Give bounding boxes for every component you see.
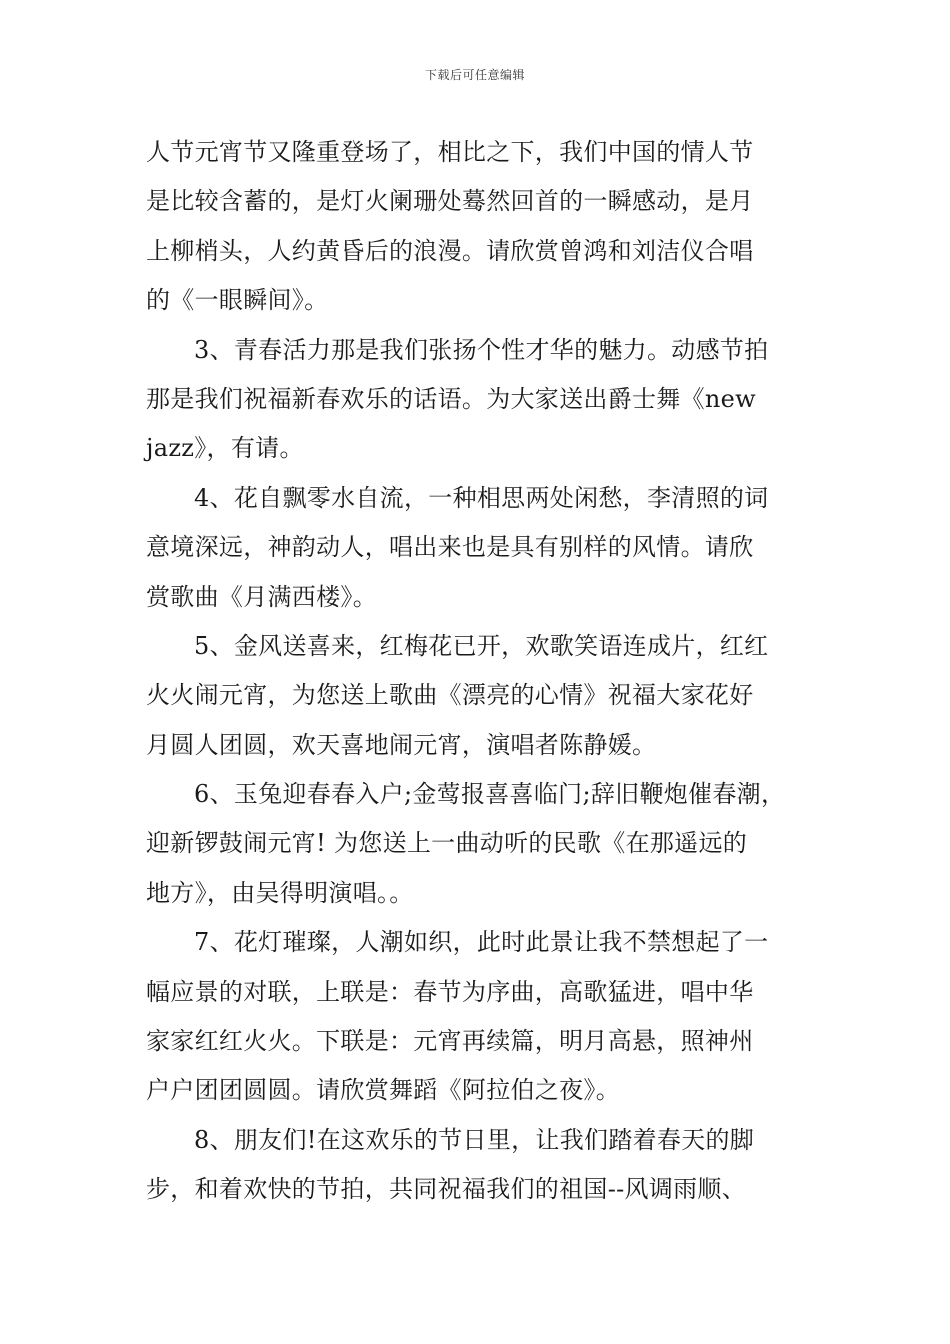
text-line: 那是我们祝福新春欢乐的话语。为大家送出爵士舞《new (146, 384, 757, 413)
text-line: 意境深远，神韵动人，唱出来也是具有别样的风情。请欣 (146, 533, 754, 562)
text-line: 是比较含蓄的，是灯火阑珊处蓦然回首的一瞬感动，是月 (146, 187, 754, 216)
text-line: 5、金风送喜来，红梅花已开，欢歌笑语连成片，红红 (194, 631, 769, 660)
text-line: 7、花灯璀璨，人潮如织，此时此景让我不禁想起了一 (194, 928, 769, 957)
text-line: 人节元宵节又隆重登场了，相比之下，我们中国的情人节 (146, 138, 754, 166)
text-line: 3、青春活力那是我们张扬个性才华的魅力。动感节拍 (194, 335, 769, 364)
text-line: 火火闹元宵，为您送上歌曲《漂亮的心情》祝福大家花好 (146, 681, 754, 710)
text-line: 户户团团圆圆。请欣赏舞蹈《阿拉伯之夜》。 (146, 1076, 620, 1105)
text-line: 迎新锣鼓闹元宵! 为您送上一曲动听的民歌《在那遥远的 (146, 829, 748, 858)
text-line: 赏歌曲《月满西楼》。 (146, 582, 377, 611)
text-line: 地方》，由吴得明演唱。。 (146, 878, 414, 907)
text-line: 8、朋友们!在这欢乐的节日里，让我们踏着春天的脚 (194, 1125, 755, 1154)
text-line: jazz》，有请。 (146, 434, 304, 463)
text-line: 的《一眼瞬间》。 (146, 286, 329, 315)
document-body (146, 128, 826, 1215)
text-line: 6、玉兔迎春春入户;金莺报喜喜临门;辞旧鞭炮催春潮， (194, 780, 786, 809)
text-line: 幅应景的对联，上联是：春节为序曲，高歌猛进，唱中华 (146, 977, 754, 1006)
text-line: 月圆人团圆，欢天喜地闹元宵，演唱者陈静媛。 (146, 730, 657, 759)
page-header: 下载后可任意编辑 (424, 68, 525, 82)
text-line: 4、花自飘零水自流，一种相思两处闲愁，李清照的词 (194, 483, 769, 512)
text-line: 上柳梢头，人约黄昏后的浪漫。请欣赏曾鸿和刘洁仪合唱 (146, 236, 754, 265)
text-line: 步，和着欢快的节拍，共同祝福我们的祖国--风调雨顺、 (146, 1175, 747, 1204)
text-line: 家家红红火火。下联是：元宵再续篇，明月高悬，照神州 (146, 1027, 754, 1056)
